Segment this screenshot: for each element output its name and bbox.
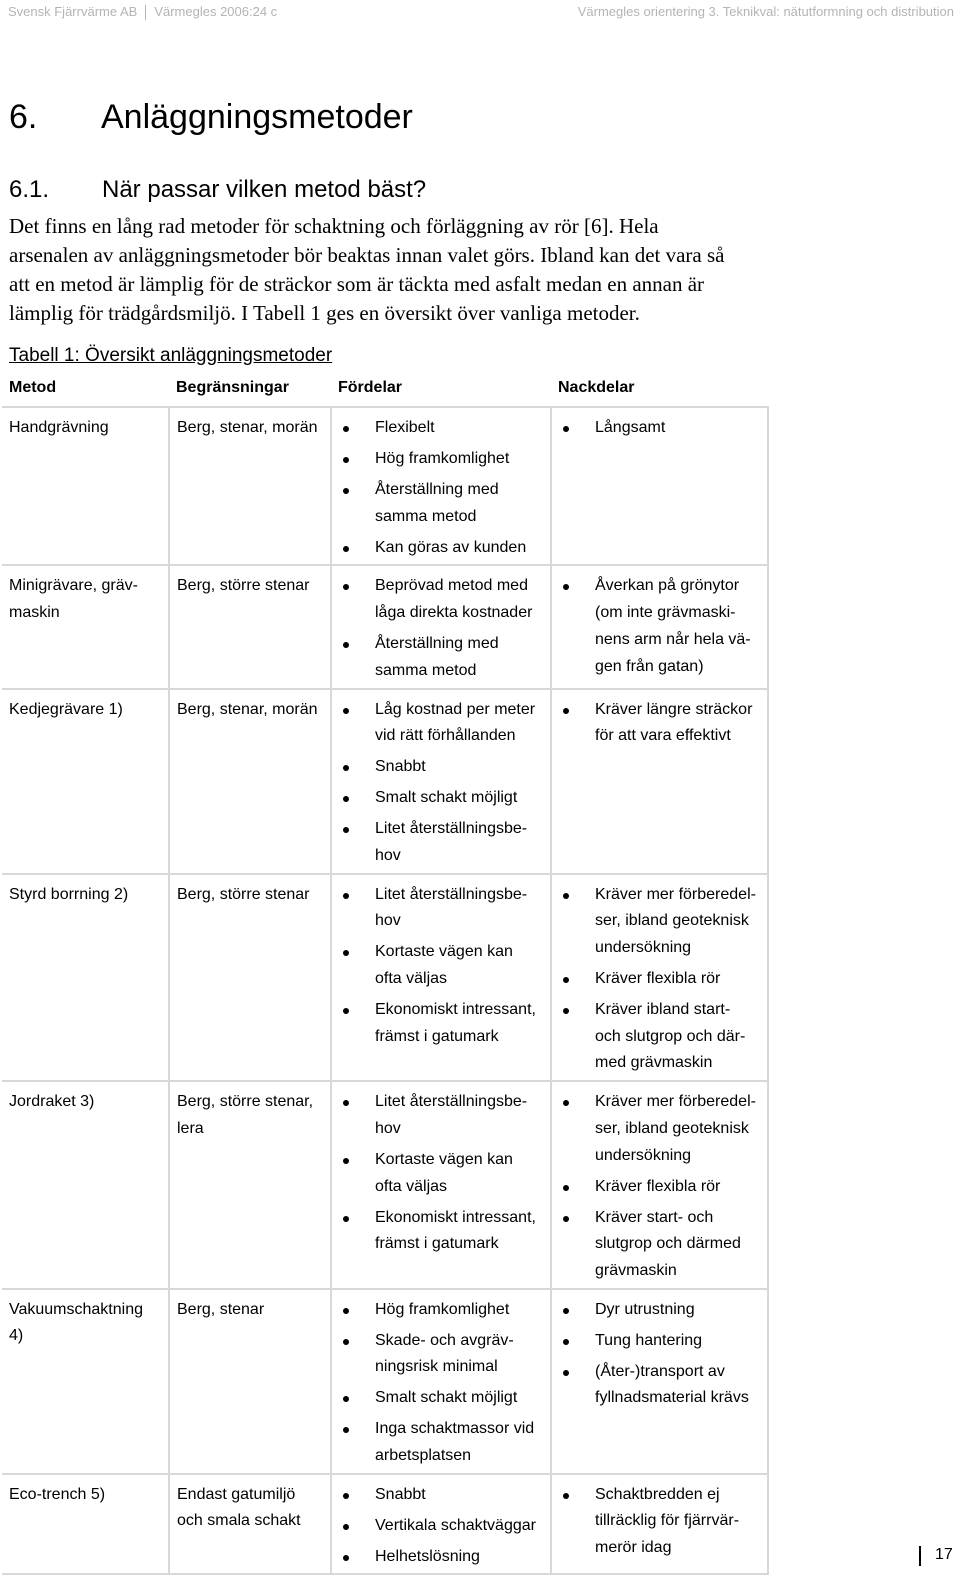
bullet-item <box>339 1297 550 1324</box>
intro-paragraph <box>9 212 829 328</box>
bullet-item <box>339 1089 550 1142</box>
bullet-list <box>559 573 767 680</box>
limits-cell <box>169 1474 331 1575</box>
bullet-item <box>339 1147 550 1200</box>
bullet-text-line: tillräcklig för fjärrvär- <box>595 1512 740 1530</box>
bullet-item <box>339 1205 550 1258</box>
bullet-item <box>339 939 550 992</box>
bullet-text-line: Inga schaktmassor vid <box>375 1420 535 1438</box>
bullet-item <box>339 1544 550 1571</box>
bullet-text-line: Vertikala schaktväggar <box>375 1516 536 1534</box>
bullet-text-line: Snabbt <box>375 1485 426 1503</box>
column-header-pros: Fördelar <box>331 370 551 407</box>
cell-text-line: Berg, större stenar, <box>177 1093 314 1111</box>
bullet-item <box>339 477 550 530</box>
bullet-text-line: Kräver mer förberedel- <box>595 885 756 903</box>
bullet-list <box>339 1089 550 1258</box>
bullet-item <box>339 535 550 562</box>
cons-cell <box>551 1289 768 1474</box>
bullet-text-line: samma metod <box>375 661 477 679</box>
bullet-text-line: Kräver start- och <box>595 1208 714 1226</box>
method-cell <box>2 874 169 1082</box>
cons-cell <box>551 565 768 688</box>
column-header-limits: Begränsningar <box>169 370 331 407</box>
method-cell <box>2 407 169 565</box>
pros-cell <box>331 689 551 874</box>
bullet-text-line: Kräver längre sträckor <box>595 700 753 718</box>
bullet-text-line: främst i gatumark <box>375 1027 499 1045</box>
bullet-item <box>339 1385 550 1412</box>
bullet-item <box>559 1328 767 1355</box>
method-cell <box>2 1474 169 1575</box>
bullet-list <box>559 1482 767 1562</box>
bullet-text-line: Långsamt <box>595 419 666 436</box>
bullet-item <box>339 631 550 684</box>
header-right: Värmegles orientering 3. Teknikval: nätutformning och distribution <box>577 4 954 19</box>
section-title: När passar vilken metod bäst? <box>102 176 427 203</box>
bullet-item <box>559 697 767 750</box>
bullet-item <box>339 446 550 473</box>
limits-cell <box>169 689 331 874</box>
limits-cell <box>169 874 331 1082</box>
bullet-list <box>559 1297 767 1412</box>
bullet-text-line: Helhetslösning <box>375 1547 480 1565</box>
bullet-text-line: Låg kostnad per meter <box>375 700 536 718</box>
methods-table <box>2 370 769 1575</box>
chapter-heading <box>9 98 413 137</box>
pros-cell <box>331 1474 551 1575</box>
bullet-item <box>339 785 550 812</box>
bullet-text-line: Ekonomiskt intressant, <box>375 1208 536 1226</box>
cons-cell <box>551 689 768 874</box>
bullet-list <box>339 1482 550 1571</box>
bullet-text-line: Kräver flexibla rör <box>595 1177 721 1195</box>
page-footer <box>919 1546 960 1566</box>
header-divider <box>145 5 146 20</box>
bullet-text-line: ningsrisk minimal <box>375 1358 498 1376</box>
table-row <box>2 689 768 874</box>
bullet-item <box>339 816 550 869</box>
table-row <box>2 874 768 1082</box>
cell-text-line: Endast gatumiljö <box>177 1485 296 1503</box>
bullet-text-line: grävmaskin <box>595 1261 677 1279</box>
cell-text-line: Minigrävare, gräv- <box>9 577 138 595</box>
bullet-text-line: vid rätt förhållanden <box>375 727 516 745</box>
intro-line: arsenalen av anläggningsmetoder bör beaktas innan valet görs. Ibland kan det vara så <box>9 243 725 267</box>
bullet-text-line: undersökning <box>595 1146 692 1164</box>
cell-text-line: Berg, stenar, morän <box>177 700 318 718</box>
method-cell <box>2 1081 169 1289</box>
limits-cell <box>169 1081 331 1289</box>
bullet-item <box>339 997 550 1050</box>
intro-line: att en metod är lämplig för de sträckor som är täckta med asfalt medan en annan är <box>9 272 705 296</box>
limits-cell <box>169 1289 331 1474</box>
table-row <box>2 1289 768 1474</box>
cell-text-line: Berg, stenar, morän <box>177 419 318 436</box>
bullet-item <box>339 1513 550 1540</box>
header-left <box>8 4 277 20</box>
bullet-text-line: Ekonomiskt intressant, <box>375 1001 536 1019</box>
cell-text-line: Eco-trench 5) <box>9 1485 106 1503</box>
header-report: Värmegles 2006:24 c <box>154 4 278 19</box>
bullet-item <box>559 997 767 1077</box>
bullet-item <box>559 1359 767 1412</box>
bullet-item <box>339 1482 550 1509</box>
chapter-number: 6. <box>9 98 38 136</box>
bullet-text-line: Tung hantering <box>595 1331 703 1349</box>
bullet-item <box>339 1416 550 1469</box>
bullet-item <box>339 415 550 442</box>
bullet-item <box>559 415 767 442</box>
bullet-text-line: hov <box>375 912 401 930</box>
intro-line: Det finns en lång rad metoder för schaktning och förläggning av rör [6]. Hela <box>9 214 659 238</box>
page-number: 17 <box>935 1546 953 1563</box>
cell-text-line: Vakuumschaktning <box>9 1300 143 1318</box>
method-cell <box>2 1289 169 1474</box>
method-cell <box>2 689 169 874</box>
bullet-item <box>339 1328 550 1381</box>
bullet-text-line: Kortaste vägen kan <box>375 1150 513 1168</box>
bullet-text-line: hov <box>375 846 401 864</box>
cell-text-line: Kedjegrävare 1) <box>9 700 123 718</box>
bullet-text-line: Smalt schakt möjligt <box>375 789 518 807</box>
table-body <box>2 407 768 1574</box>
bullet-text-line: merör idag <box>595 1539 672 1557</box>
bullet-item <box>339 573 550 626</box>
bullet-list <box>339 697 550 870</box>
bullet-text-line: främst i gatumark <box>375 1235 499 1253</box>
bullet-list <box>339 415 550 561</box>
bullet-text-line: ser, ibland geoteknisk <box>595 912 749 930</box>
bullet-item <box>559 1089 767 1169</box>
pros-cell <box>331 407 551 565</box>
bullet-item <box>339 697 550 750</box>
bullet-item <box>339 882 550 935</box>
section-number: 6.1. <box>9 176 50 203</box>
table-header-row <box>2 370 768 407</box>
bullet-text-line: Smalt schakt möjligt <box>375 1389 518 1407</box>
table-row <box>2 407 768 565</box>
column-header-cons: Nackdelar <box>551 370 768 407</box>
bullet-text-line: Beprövad metod med <box>375 577 528 595</box>
cons-cell <box>551 407 768 565</box>
bullet-text-line: Återställning med <box>375 635 499 653</box>
limits-cell <box>169 407 331 565</box>
bullet-text-line: Dyr utrustning <box>595 1300 695 1318</box>
bullet-text-line: gen från gatan) <box>595 657 704 675</box>
bullet-list <box>559 697 767 750</box>
cell-text-line: maskin <box>9 604 60 622</box>
bullet-text-line: Hög framkomlighet <box>375 1300 510 1318</box>
intro-line: lämplig för trädgårdsmiljö. I Tabell 1 ges en översikt över vanliga metoder. <box>9 301 640 325</box>
bullet-text-line: ofta väljas <box>375 970 448 988</box>
bullet-item <box>559 882 767 962</box>
bullet-text-line: Kräver mer förberedel- <box>595 1093 756 1111</box>
bullet-text-line: Återställning med <box>375 481 499 498</box>
limits-cell <box>169 565 331 688</box>
bullet-item <box>559 573 767 680</box>
bullet-item <box>559 1482 767 1562</box>
bullet-text-line: (om inte grävmaski- <box>595 604 736 622</box>
bullet-text-line: för att vara effektivt <box>595 727 731 745</box>
bullet-list <box>559 415 767 442</box>
bullet-text-line: nens arm når hela vä- <box>595 630 751 648</box>
pros-cell <box>331 1289 551 1474</box>
bullet-text-line: låga direkta kostnader <box>375 604 533 622</box>
bullet-text-line: hov <box>375 1119 401 1137</box>
bullet-item <box>339 754 550 781</box>
bullet-text-line: och slutgrop och där- <box>595 1027 746 1045</box>
cell-text-line: Jordraket 3) <box>9 1093 95 1111</box>
cell-text-line: 4) <box>9 1327 24 1345</box>
bullet-item <box>559 1174 767 1201</box>
footer-divider <box>919 1546 921 1566</box>
bullet-text-line: slutgrop och därmed <box>595 1235 741 1253</box>
pros-cell <box>331 874 551 1082</box>
cons-cell <box>551 874 768 1082</box>
pros-cell <box>331 1081 551 1289</box>
cell-text-line: Berg, större stenar <box>177 885 310 903</box>
bullet-text-line: Åverkan på grönytor <box>595 577 740 595</box>
bullet-item <box>559 1297 767 1324</box>
bullet-text-line: Schaktbredden ej <box>595 1485 720 1503</box>
bullet-text-line: Litet återställningsbe- <box>375 820 528 838</box>
cell-text-line: och smala schakt <box>177 1512 301 1530</box>
bullet-text-line: arbetsplatsen <box>375 1447 472 1465</box>
bullet-text-line: (Åter-)transport av <box>595 1362 725 1380</box>
bullet-text-line: Hög framkomlighet <box>375 450 510 467</box>
bullet-text-line: Litet återställningsbe- <box>375 885 528 903</box>
bullet-list <box>339 1297 550 1470</box>
table-caption: Tabell 1: Översikt anläggningsmetoder <box>9 345 333 366</box>
bullet-text-line: ser, ibland geoteknisk <box>595 1119 749 1137</box>
bullet-text-line: Flexibelt <box>375 419 435 436</box>
section-heading <box>9 176 426 204</box>
bullet-item <box>559 1205 767 1285</box>
bullet-text-line: samma metod <box>375 507 477 525</box>
method-cell <box>2 565 169 688</box>
bullet-text-line: ofta väljas <box>375 1177 448 1195</box>
pros-cell <box>331 565 551 688</box>
bullet-text-line: fyllnadsmaterial krävs <box>595 1389 749 1407</box>
cell-text-line: lera <box>177 1119 204 1137</box>
header-company: Svensk Fjärrvärme AB <box>8 4 138 19</box>
bullet-text-line: Litet återställningsbe- <box>375 1093 528 1111</box>
bullet-text-line: Kan göras av kunden <box>375 538 527 556</box>
bullet-list <box>339 573 550 684</box>
cell-text-line: Handgrävning <box>9 419 109 436</box>
bullet-text-line: Kräver ibland start- <box>595 1001 731 1019</box>
bullet-item <box>559 966 767 993</box>
bullet-text-line: Kräver flexibla rör <box>595 970 721 988</box>
bullet-text-line: Kortaste vägen kan <box>375 943 513 961</box>
chapter-title: Anläggningsmetoder <box>101 98 413 136</box>
table-row <box>2 1474 768 1575</box>
bullet-text-line: Skade- och avgräv- <box>375 1331 514 1349</box>
cell-text-line: Berg, stenar <box>177 1300 265 1318</box>
table-row <box>2 565 768 688</box>
cons-cell <box>551 1081 768 1289</box>
bullet-list <box>559 1089 767 1285</box>
table-row <box>2 1081 768 1289</box>
cell-text-line: Berg, större stenar <box>177 577 310 595</box>
bullet-text-line: med grävmaskin <box>595 1054 713 1072</box>
cons-cell <box>551 1474 768 1575</box>
bullet-text-line: Snabbt <box>375 758 426 776</box>
cell-text-line: Styrd borrning 2) <box>9 885 129 903</box>
bullet-list <box>339 882 550 1051</box>
column-header-method: Metod <box>2 370 169 407</box>
page-header <box>0 0 960 24</box>
bullet-text-line: undersökning <box>595 939 692 957</box>
bullet-list <box>559 882 767 1078</box>
